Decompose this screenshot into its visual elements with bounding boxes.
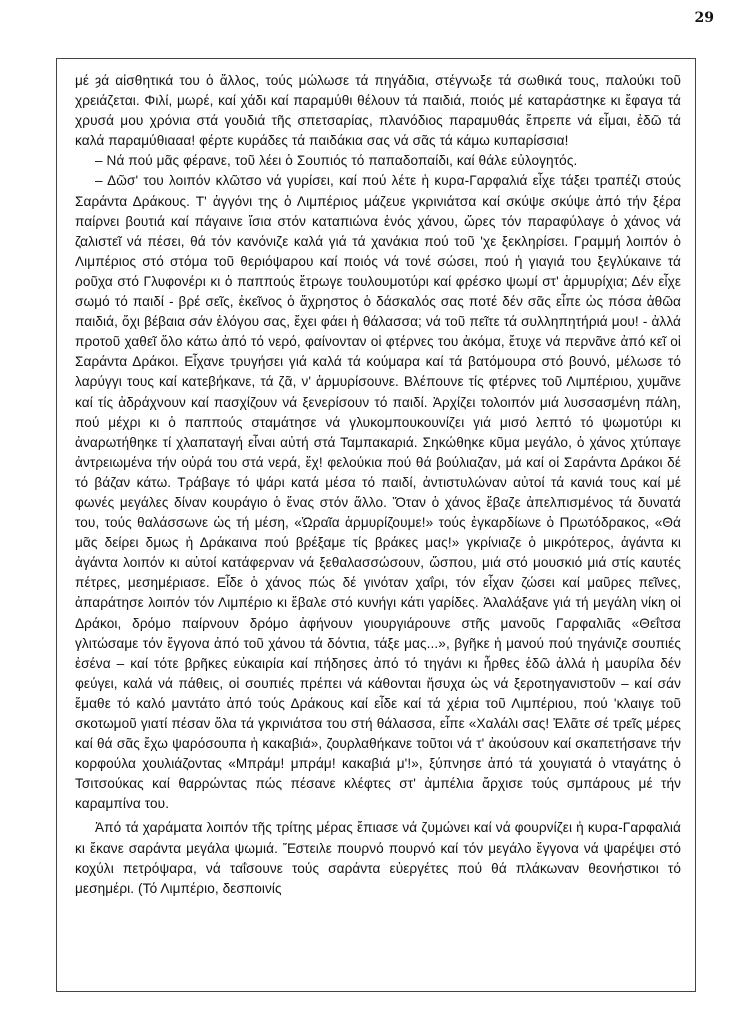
page-number: 29: [694, 10, 714, 26]
paragraph-continuation: μέ ȝά αἰσθητικά του ὁ ἄλλος, τούς μώλωσε τά πηγάδια, στέγνωξε τά σωθικά τους, παλούκι τοῦ χρειάζεται. Φιλί, μωρέ, καί χάδι καί παραμύθι θέλουν τά παιδιά, ποιός μέ καταράστηκε κι ἔφαγα τά χρυσά μου χρόνια στά γουδιά τῆς σπετσαρίας, πλανόδιος παραμυθάς ἔπρεπε νά εἶμαι, ἐδῶ τά καλά παραμύθιααα! φέρτε κυράδες τά παιδάκια σας νά σᾶς τά κάμω κυπαρίσσια!: [75, 73, 681, 149]
paragraph-dialogue-soupios: – Νά πού μᾶς φέρανε, τοῦ λέει ὁ Σουπιός τό παπαδοπαίδι, καί θάλε εὐλογητός.: [95, 153, 578, 169]
text-frame: [56, 58, 696, 992]
paragraph-third-day: Ἀπό τά χαράματα λοιπόν τῆς τρίτης μέρας ἔπιασε νά ζυμώνει καί νά φουρνίζει ἡ κυρα-Γαρφαλιά κι ἔκανε σαράντα μεγάλα ψωμιά. Ἔστειλε πουρνό πουρνό καί τόν μεγάλο ἔγγονα νά ψαρέψει στό κοχύλι πετρόψαρα, νά ταΐσουνε τούς σαράντα εὐεργέτες πού θά πλάκωναν θεονήστικοι τό μεσημέρι. (Τό Λιμπέριο, δεσποινίς: [75, 820, 681, 896]
paragraph-dialogue-story: – Δῶσ' του λοιπόν κλῶτσο νά γυρίσει, καί πού λέτε ἡ κυρα-Γαρφαλιά εἶχε τάξει τραπέζι στούς Σαράντα Δράκους. Τ' ἀγγόνι της ὁ Λιμπέριος μάζευε γκρινιάτσα καί σκύψε σκύψε ἀπό τήν ξέρα παίρνει βουτιά καί πάγαινε ἴσια στόν καταπιώνα ἑνός χάνου, ὥρες τόν παραφύλαγε ὁ χάνος νά ζαλιστεῖ νά πέσει, θά τόν κανόνιζε καλά γιά τά χανάκια πού τοῦ 'χε ξεκληρίσει. Γραμμή λοιπόν ὁ Λιμπέριος στό στόμα τοῦ θεριόψαρου καί ποιός νά τονέ σώσει, πού ἡ γιαγιά του ξεγλύκαινε τά ροῦχα στό Γλυφονέρι κι ὁ παππούς ἔτρωγε τουλουμοτύρι καί φρέσκο ψωμί στ' ἁρμυρίχια; Δέν εἶχε σωμό τό παιδί - βρέ σεῖς, ἐκεῖνος ὁ ἄχρηστος ὁ δάσκαλός σας ποτέ δέν σᾶς εἶπε ὡς πόσα ἀθῶα παιδιά, ὄχι βέβαια σάν ἐλόγου σας, ἔχει φάει ἡ θάλασσα; νά τοῦ πεῖτε τά συλληπητήριά μου! - ἀλλά προτοῦ χαθεῖ ὅλο κάτω ἀπό τό νερό, φαίνονταν οἱ φτέρνες του ἀκόμα, ἔτυχε νά περνᾶνε ἀπό κεῖ οἱ Σαράντα Δράκοι. Εἶχανε τρυγήσει γιά καλά τά κούμαρα καί τά βατόμουρα στό βουνό, μέλωσε τό λαρύγγι τους καί κατεβήκανε, τά ζᾶ, ν' ἁρμυρίσουνε. Βλέπουνε τίς φτέρνες τοῦ Λιμπέριου, χυμᾶνε καί τίς ἀδράχνουν καί πασχίζουν νά ξενερίσουν τό παιδί. Ἀρχίζει τολοιπόν μιά λυσσασμένη πάλη, πού μέχρι κι ὁ παππούς σταμάτησε νά γλυκομπουκουνίζει γιά μισό λεπτό τό ψωμοτύρι κι ἀναρωτήθηκε τί χλαπαταγή εἶναι αὐτή στά Ταμπακαριά. Σηκώθηκε κῦμα μεγάλο, ὁ χάνος χτύπαγε ἀντρειωμένα τήν οὐρά του στά νερά, ἔχ! φελούκια πού θά βούλιαζαν, μά καί οἱ Σαράντα Δράκοι δέ τό βάζαν κάτω. Τράβαγε τό ψάρι κατά μέσα τό παιδί, ἀντιστυλώναν αὐτοί τά κανιά τους καί μέ φωνές μεγάλες δίναν κουράγιο ὁ ἕνας στόν ἄλλο. Ὅταν ὁ χάνος ἔβαζε ἀπελπισμένος τά δυνατά του, τούς θαλάσσωνε ὡς τή μέση, «Ὡραῖα ἁρμυρίζουμε!» τούς ἐγκαρδίωνε ὁ Πρωτόδρακος, «Θά μᾶς δείρει δμως ἡ Δράκαινα πού βρέξαμε τίς βράκες μας!» γκρίνιαζε ὁ μικρότερος, ἀγάντα κι ἀγάντα λοιπόν κι αὐτοί κατάφερναν νά ξεθαλασσώσουν, ὥσπου, μιά στό μουσκιό μιά στίς καυτές πέτρες, μεσημέριασε. Εἶδε ὁ χάνος πώς δέ γινόταν χαΐρι, τόν εἶχαν ζώσει καί μαῦρες πεῖνες, ἀπαράτησε λοιπόν τόν Λιμπέριο κι ἔβαλε στό κυνήγι κάτι γαρίδες. Ἀλαλάξανε γιά τή μεγάλη νίκη οἱ Δράκοι, δρόμο παίρνουν δρόμο ἀφήνουν γιουργιάρουνε στῆς μανοῦς Γαρφαλιᾶς «Θεΐτσα γλιτώσαμε τόν ἔγγονα ἀπό τοῦ χάνου τά δόντια, τάξε μας...», βγῆκε ἡ μανού πού τηγάνιζε σουπιές ἐσένα – καί τότε βρῆκες εὐκαιρία καί πήδησες ἀπό τό τηγάνι κι ἦρθες ἐδῶ ἀλλά ἡ μαυρίλα δέν φεύγει, καλά νά πάθεις, οἱ σουπιές πρέπει νά κάθονται ἥσυχα ὡς νά ξεροτηγανιστοῦν – καί σάν ἔμαθε τό καλό μαντάτο ἀπό τούς Δράκους καί εἶδε καί τά χέρια τοῦ Λιμπέριου, πού 'κλαιγε τοῦ σκοτωμοῦ γιατί πέσαν ὅλα τά γκρινιάτσα του στή θάλασσα, εἶπε «Χαλάλι σας! Ἐλᾶτε σέ τρεῖς μέρες καί θά σᾶς ἔχω ψαρόσουπα ἡ κακαβιά», ζουρλαθήκανε τοῦτοι νά τ' ἀκούσουν καί σκαπετήσανε τήν κορφούλα χουλιάζοντας «Μπράμ! μπράμ! κακαβιά μ'!», ξύπνησε ἀπό τά χουγιατά ὁ νταγάτης ὁ Τσιτσούκας καί θαρρώντας πώς πέσανε κλέφτες στ' ἀμπέλια ἄρχισε τούς σμπάρους μέ τήν καραμπίνα του.: [75, 173, 681, 812]
